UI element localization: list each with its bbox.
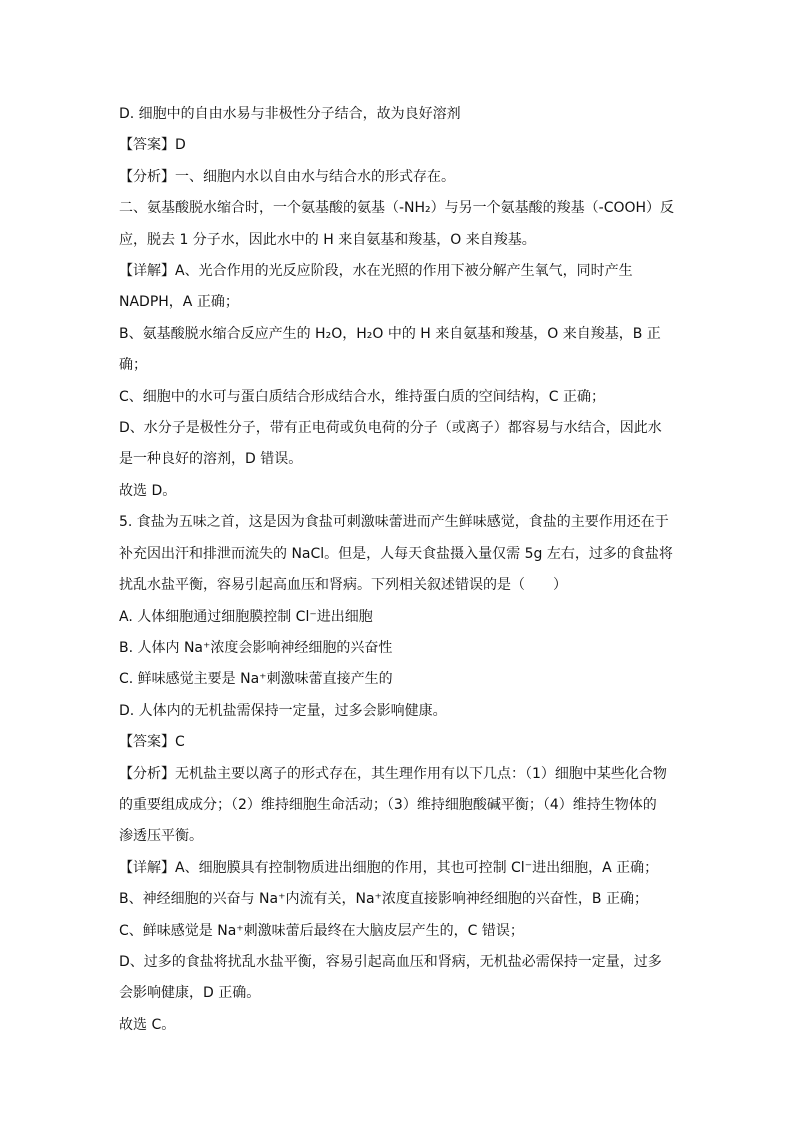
question-stem: 补充因出汗和排泄而流失的 NaCl。但是，人每天食盐摄入量仅需 5g 左右，过多的食盐将	[119, 545, 673, 562]
question-stem: 扰乱水盐平衡，容易引起高血压和肾病。下列相关叙述错误的是（ ）	[119, 577, 567, 594]
explanation-text: 【详解】A、光合作用的光反应阶段，水在光照的作用下被分解产生氧气，同时产生	[119, 263, 633, 280]
explanation-text: NADPH，A 正确；	[119, 294, 239, 311]
analysis-text: 渗透压平衡。	[119, 828, 203, 845]
explanation-text: 会影响健康，D 正确。	[119, 985, 261, 1002]
document-body	[119, 99, 679, 1041]
explanation-text: 【详解】A、细胞膜具有控制物质进出细胞的作用，其也可控制 Cl⁻进出细胞，A 正确；	[119, 859, 659, 876]
answer-label: 【答案】D	[119, 137, 186, 154]
option-d-text: D. 细胞中的自由水易与非极性分子结合，故为良好溶剂	[119, 106, 461, 122]
analysis-text: 二、氨基酸脱水缩合时，一个氨基酸的氨基（-NH₂）与另一个氨基酸的羧基（-COOH）反	[119, 200, 675, 217]
explanation-text: D、过多的食盐将扰乱水盐平衡，容易引起高血压和肾病，无机盐必需保持一定量，过多	[119, 953, 662, 970]
explanation-text: B、氨基酸脱水缩合反应产生的 H₂O，H₂O 中的 H 来自氨基和羧基，O 来自羧基，B 正	[119, 325, 661, 342]
explanation-text: B、神经细胞的兴奋与 Na⁺内流有关，Na⁺浓度直接影响神经细胞的兴奋性，B 正确；	[119, 891, 648, 908]
answer-label: 【答案】C	[119, 734, 185, 751]
option-d-text: D. 人体内的无机盐需保持一定量，过多会影响健康。	[119, 702, 447, 719]
option-a-text: A. 人体细胞通过细胞膜控制 Cl⁻进出细胞	[119, 608, 373, 625]
analysis-text: 【分析】一、细胞内水以自由水与结合水的形式存在。	[119, 168, 455, 185]
explanation-text: C、鲜味感觉是 Na⁺刺激味蕾后最终在大脑皮层产生的，C 错误；	[119, 922, 524, 939]
analysis-text: 的重要组成成分；（2）维持细胞生命活动；（3）维持细胞酸碱平衡；（4）维持生物体的	[119, 796, 657, 813]
analysis-text: 应，脱去 1 分子水，因此水中的 H 来自氨基和羧基，O 来自羧基。	[119, 231, 536, 248]
explanation-text: 确；	[119, 357, 147, 374]
question-stem: 5. 食盐为五味之首，这是因为食盐可刺激味蕾进而产生鲜味感觉，食盐的主要作用还在于	[119, 514, 669, 531]
conclusion-text: 故选 D。	[119, 482, 177, 499]
option-c-text: C. 鲜味感觉主要是 Na⁺刺激味蕾直接产生的	[119, 671, 393, 688]
explanation-text: C、细胞中的水可与蛋白质结合形成结合水，维持蛋白质的空间结构，C 正确；	[119, 388, 605, 405]
explanation-text: 是一种良好的溶剂，D 错误。	[119, 451, 303, 468]
option-b-text: B. 人体内 Na⁺浓度会影响神经细胞的兴奋性	[119, 639, 393, 656]
explanation-text: D、水分子是极性分子，带有正电荷或负电荷的分子（或离子）都容易与水结合，因此水	[119, 420, 662, 437]
conclusion-text: 故选 C。	[119, 1016, 176, 1033]
analysis-text: 【分析】无机盐主要以离子的形式存在，其生理作用有以下几点：（1）细胞中某些化合物	[119, 765, 667, 782]
